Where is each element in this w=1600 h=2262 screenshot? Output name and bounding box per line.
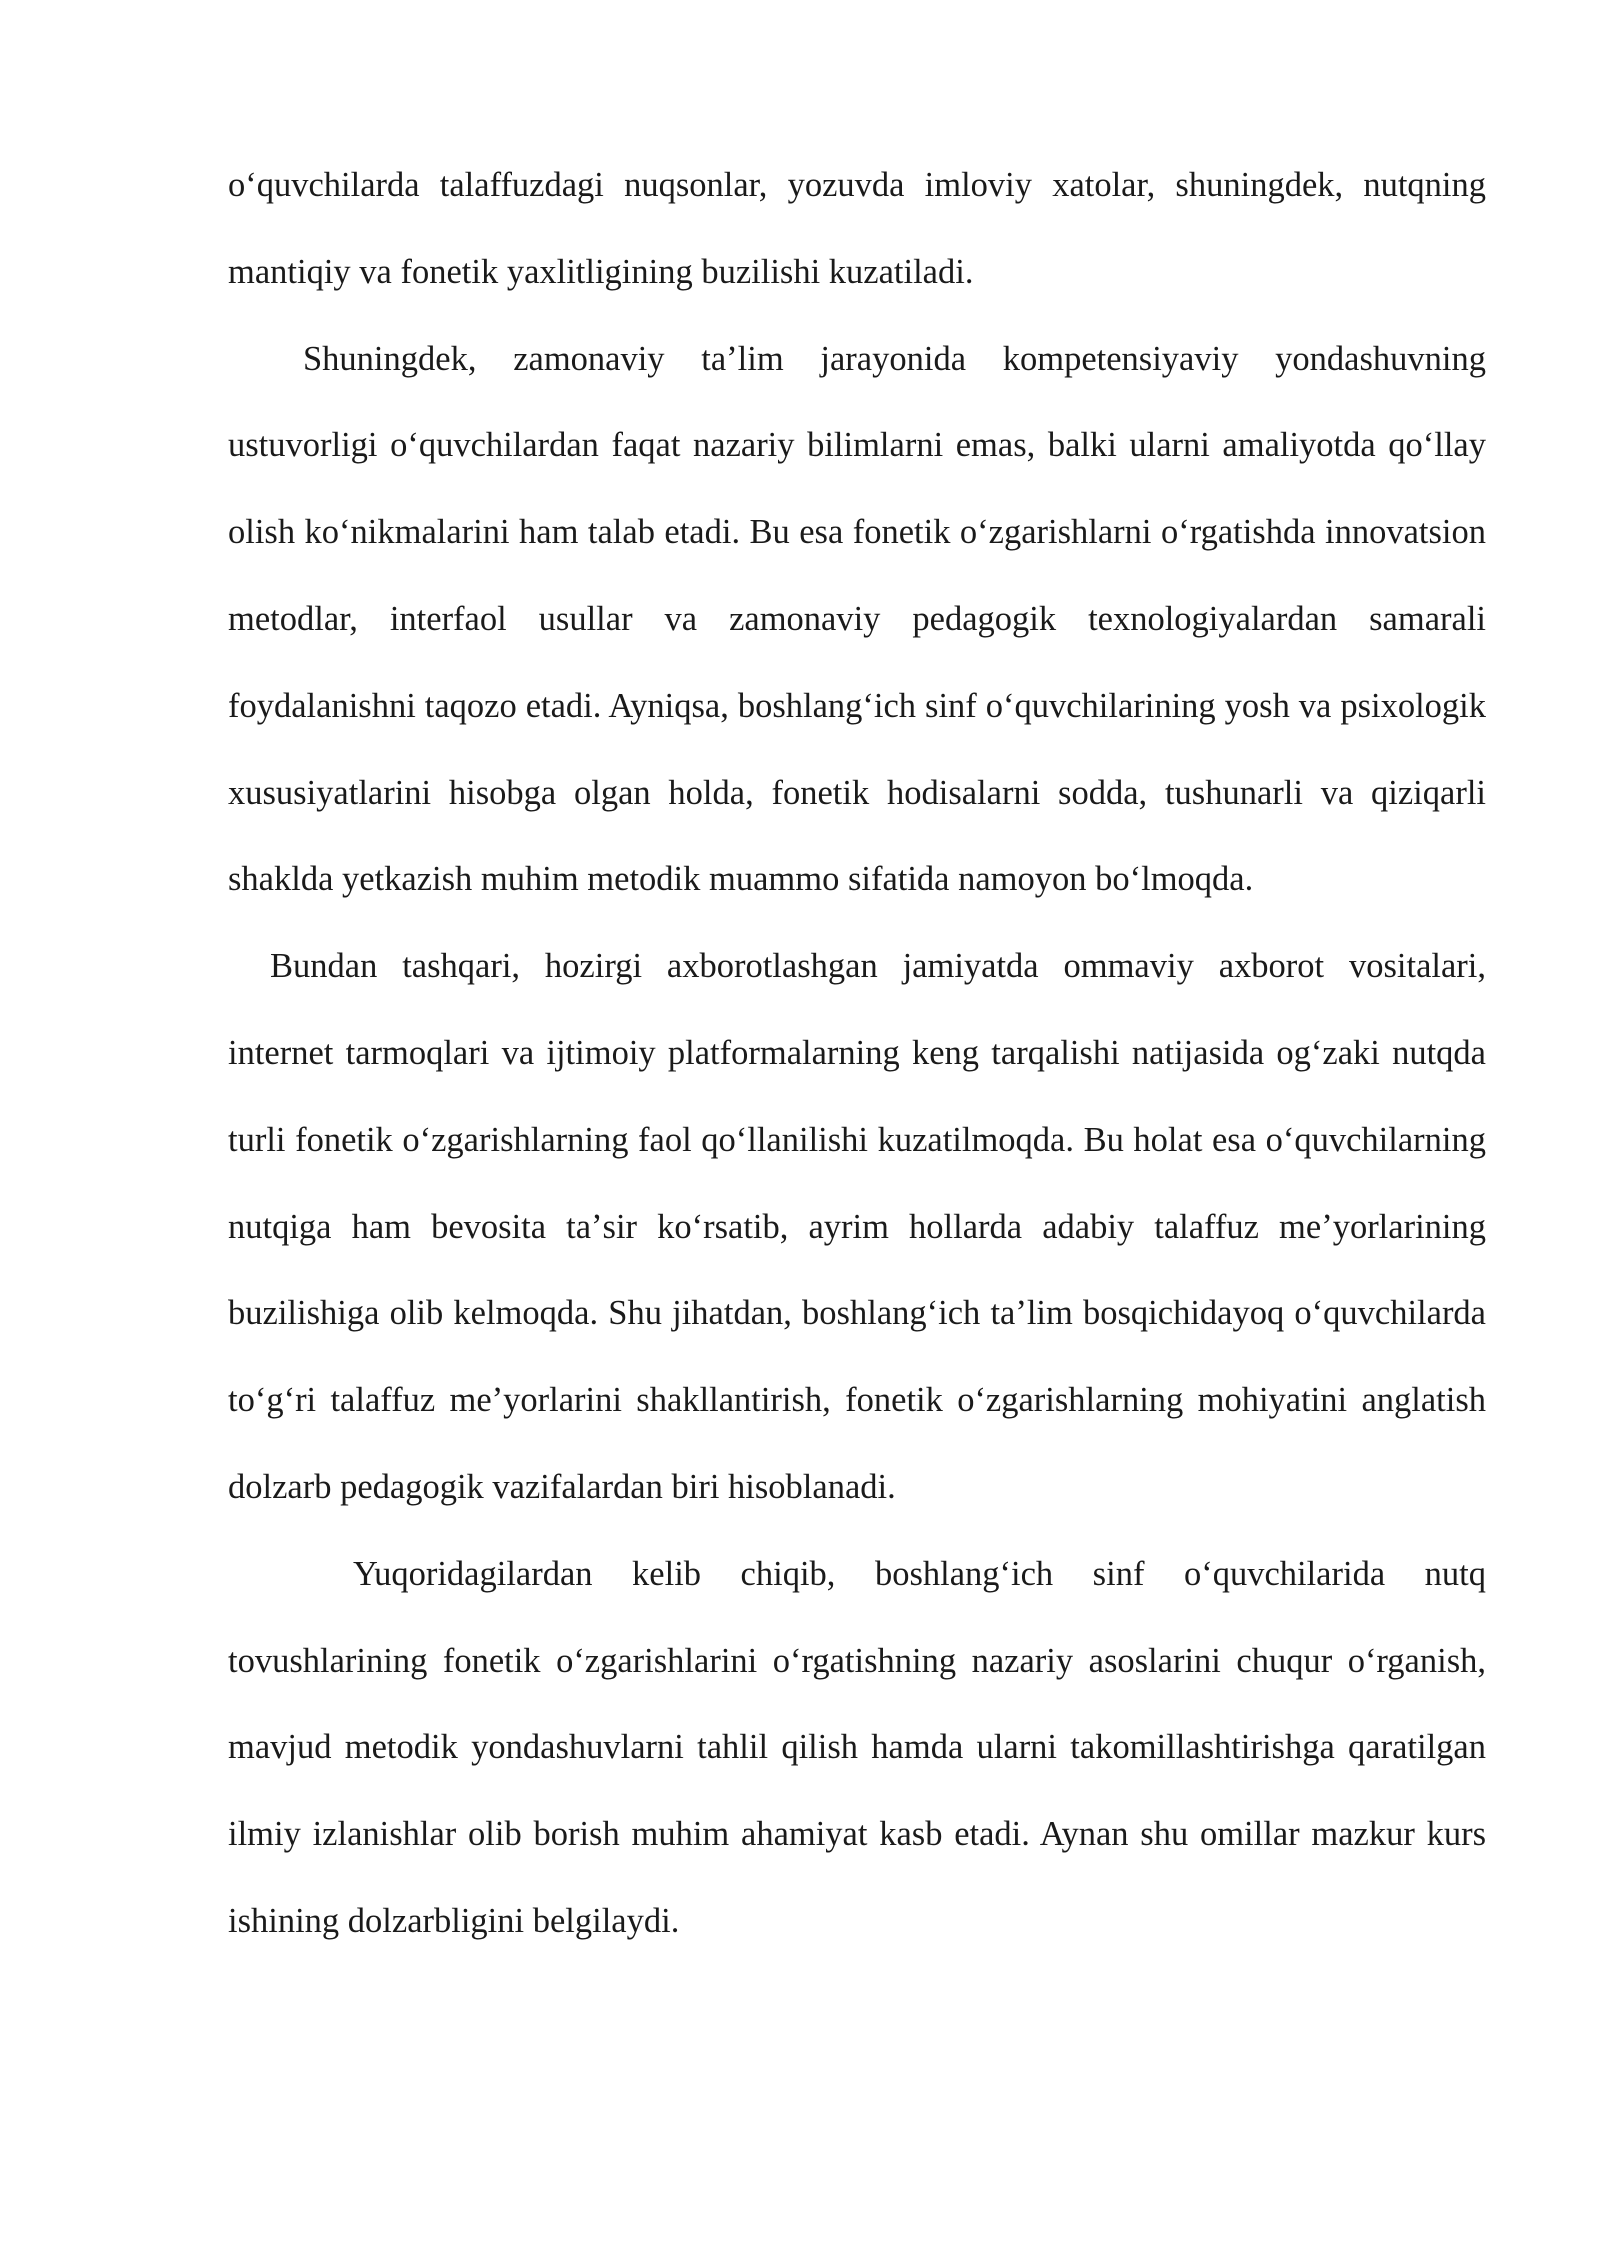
paragraph-3: Bundan tashqari, hozirgi axborotlashgan jamiyatda ommaviy axborot vositalari, internet tarmoqlari va ijtimoiy platformalarning keng tarqalishi natijasida ogʻzaki nutqda turli fonetik oʻzgarishlarning faol qoʻllanilishi kuzatilmoqda. Bu holat esa oʻquvchilarning nutqiga ham bevosita taʼsir koʻrsatib, ayrim hollarda adabiy talaffuz meʼyorlarining buzilishiga olib kelmoqda. Shu jihatdan, boshlangʻich taʼlim bosqichidayoq oʻquvchilarda toʻgʻri talaffuz meʼyorlarini shakllantirish, fonetik oʻzgarishlarning mohiyatini anglatish dolzarb pedagogik vazifalardan biri hisoblanadi. xyxy=(228,947,1486,1506)
document-body xyxy=(228,142,1486,1965)
paragraph-1: oʻquvchilarda talaffuzdagi nuqsonlar, yozuvda imloviy xatolar, shuningdek, nutqning mantiqiy va fonetik yaxlitligining buzilishi kuzatiladi. xyxy=(228,166,1486,291)
paragraph-4: Yuqoridagilardan kelib chiqib, boshlangʻich sinf oʻquvchilarida nutq tovushlarining fonetik oʻzgarishlarini oʻrgatishning nazariy asoslarini chuqur oʻrganish, mavjud metodik yondashuvlarni tahlil qilish hamda ularni takomillashtirishga qaratilgan ilmiy izlanishlar olib borish muhim ahamiyat kasb etadi. Aynan shu omillar mazkur kurs ishining dolzarbligini belgilaydi. xyxy=(228,1554,1486,1940)
paragraph-2: Shuningdek, zamonaviy taʼlim jarayonida kompetensiyaviy yondashuvning ustuvorligi oʻquvchilardan faqat nazariy bilimlarni emas, balki ularni amaliyotda qoʻllay olish koʻnikmalarini ham talab etadi. Bu esa fonetik oʻzgarishlarni oʻrgatishda innovatsion metodlar, interfaol usullar va zamonaviy pedagogik texnologiyalardan samarali foydalanishni taqozo etadi. Ayniqsa, boshlangʻich sinf oʻquvchilarining yosh va psixologik xususiyatlarini hisobga olgan holda, fonetik hodisalarni sodda, tushunarli va qiziqarli shaklda yetkazish muhim metodik muammo sifatida namoyon boʻlmoqda. xyxy=(228,339,1486,899)
